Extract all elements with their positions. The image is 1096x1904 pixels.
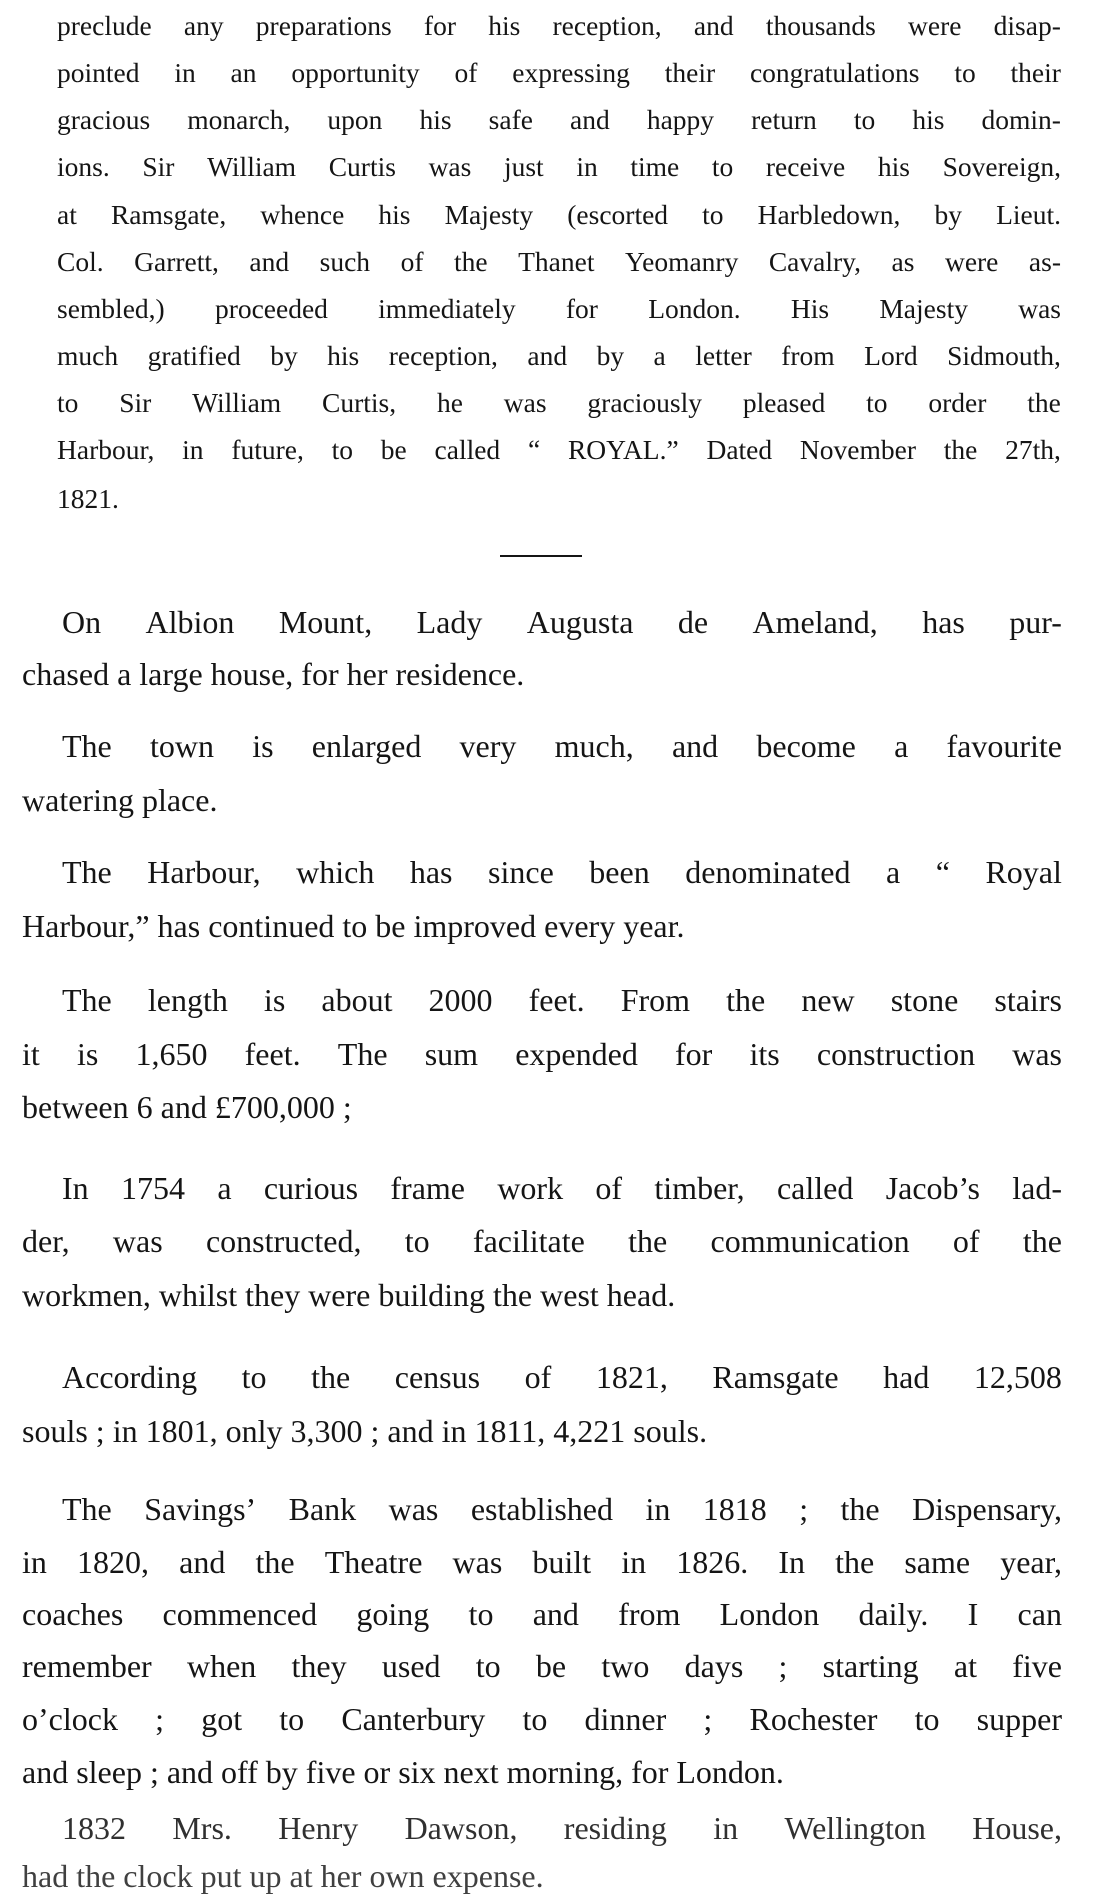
word: 1821, — [595, 1359, 668, 1395]
word: in — [645, 1491, 671, 1527]
word: de — [677, 604, 709, 640]
word: Mrs. — [172, 1810, 232, 1846]
text-line — [22, 1038, 1062, 1070]
text-line — [62, 1812, 1062, 1844]
word: by — [934, 199, 962, 230]
word: two — [601, 1648, 650, 1684]
word: immediately — [378, 293, 516, 324]
word: a — [894, 728, 909, 764]
word: 27th, — [1005, 434, 1061, 465]
text-line — [62, 856, 1062, 888]
text-line — [22, 1225, 1062, 1257]
word: which — [296, 854, 375, 890]
word: their — [664, 57, 716, 88]
word: enlarged — [311, 728, 422, 764]
word: in — [22, 1544, 47, 1580]
text-line — [22, 1415, 942, 1447]
word: According — [62, 1359, 198, 1395]
word: pur- — [1009, 604, 1062, 640]
word: commenced — [162, 1596, 318, 1632]
text-line — [62, 730, 1062, 762]
text-line — [22, 1091, 522, 1123]
word: starting — [822, 1648, 919, 1684]
word: pleased — [742, 387, 826, 418]
word: Ramsgate — [712, 1359, 839, 1395]
word: ; — [799, 1491, 809, 1527]
word: work — [497, 1170, 564, 1206]
word: established — [470, 1491, 613, 1527]
word: in — [713, 1810, 739, 1846]
text-line — [57, 153, 1061, 181]
word: Wellington — [784, 1810, 926, 1846]
line-text: chased a large house, for her residence. — [22, 656, 525, 692]
line-text: had the clock put up at her own expense. — [22, 1858, 544, 1894]
word: got — [201, 1701, 243, 1737]
text-line — [57, 248, 1061, 276]
word: he — [436, 387, 463, 418]
word: the — [1022, 1223, 1062, 1259]
word: constructed, — [205, 1223, 362, 1259]
text-line — [57, 436, 1061, 464]
text-line — [22, 658, 722, 690]
word: coaches — [22, 1596, 124, 1632]
word: remember — [22, 1648, 152, 1684]
word: the — [311, 1359, 351, 1395]
word: Savings’ — [144, 1491, 257, 1527]
word: graciously — [587, 387, 702, 418]
word: Mount, — [278, 604, 373, 640]
word: Curtis — [328, 151, 396, 182]
word: was — [452, 1544, 503, 1580]
word: London — [719, 1596, 820, 1632]
word: reception, — [388, 340, 498, 371]
word: I — [967, 1596, 979, 1632]
word: at — [57, 199, 77, 230]
word: from — [618, 1596, 681, 1632]
word: Albion — [145, 604, 235, 640]
word: it — [22, 1036, 40, 1072]
word: lad- — [1012, 1170, 1062, 1206]
text-line — [57, 389, 1061, 417]
word: a — [886, 854, 901, 890]
word: is — [76, 1036, 99, 1072]
word: were — [944, 246, 999, 277]
word: his — [419, 104, 452, 135]
word: Sovereign, — [942, 151, 1061, 182]
word: future, — [231, 434, 304, 465]
word: same — [904, 1544, 971, 1580]
word: the — [1027, 387, 1061, 418]
word: 1754 — [120, 1170, 185, 1206]
word: timber, — [654, 1170, 745, 1206]
word: (escorted — [567, 199, 669, 230]
word: by — [596, 340, 625, 371]
word: to — [522, 1701, 548, 1737]
word: the — [726, 982, 766, 1018]
word: length — [147, 982, 228, 1018]
text-line — [22, 1860, 822, 1892]
word: can — [1017, 1596, 1062, 1632]
word: proceeded — [214, 293, 328, 324]
word: from — [781, 340, 835, 371]
word: Canterbury — [341, 1701, 486, 1737]
section-divider — [500, 555, 582, 557]
word: return — [751, 104, 817, 135]
word: their — [1010, 57, 1061, 88]
word: His — [790, 293, 830, 324]
word: curious — [263, 1170, 359, 1206]
word: Harbour, — [147, 854, 261, 890]
word: about — [321, 982, 393, 1018]
word: built — [532, 1544, 592, 1580]
word: in — [621, 1544, 647, 1580]
word: denominated — [685, 854, 851, 890]
word: to — [404, 1223, 430, 1259]
word: facilitate — [472, 1223, 585, 1259]
word: to — [702, 199, 724, 230]
word: to — [866, 387, 888, 418]
word: daily. — [858, 1596, 929, 1632]
text-line — [57, 12, 1061, 40]
word: feet. — [244, 1036, 301, 1072]
word: Ameland, — [752, 604, 878, 640]
word: The — [62, 728, 112, 764]
word: stairs — [994, 982, 1062, 1018]
word: The — [62, 854, 112, 890]
word: 2000 — [428, 982, 493, 1018]
text-line — [22, 1546, 1062, 1578]
word: of — [524, 1359, 552, 1395]
word: as — [891, 246, 915, 277]
word: ROYAL.” — [567, 434, 679, 465]
text-line — [62, 984, 1062, 1016]
word: pointed — [57, 57, 140, 88]
text-line — [57, 485, 157, 513]
word: was — [388, 1491, 439, 1527]
word: in — [576, 151, 598, 182]
text-line — [62, 1361, 1062, 1393]
word: was — [1018, 293, 1061, 324]
word: stone — [890, 982, 959, 1018]
word: sembled,) — [57, 293, 165, 324]
word: opportunity — [291, 57, 420, 88]
word: letter — [695, 340, 752, 371]
word: Cavalry, — [768, 246, 861, 277]
word: is — [252, 728, 274, 764]
word: to — [468, 1596, 494, 1632]
word: favourite — [946, 728, 1062, 764]
word: just — [503, 151, 544, 182]
text-line — [22, 1598, 1062, 1630]
word: its — [749, 1036, 780, 1072]
word: 12,508 — [973, 1359, 1062, 1395]
word: construction — [816, 1036, 976, 1072]
word: his — [877, 151, 910, 182]
word: for — [423, 10, 456, 41]
word: and — [693, 10, 734, 41]
word: Col. — [57, 246, 104, 277]
word: The — [62, 982, 112, 1018]
word: been — [589, 854, 650, 890]
word: ; — [778, 1648, 788, 1684]
word: a — [217, 1170, 232, 1206]
word: gratified — [147, 340, 241, 371]
word: Dispensary, — [912, 1491, 1062, 1527]
word: safe — [488, 104, 533, 135]
word: of — [952, 1223, 980, 1259]
word: for — [565, 293, 598, 324]
word: London. — [648, 293, 741, 324]
word: Sidmouth, — [947, 340, 1061, 371]
word: congratulations — [749, 57, 920, 88]
word: by — [270, 340, 298, 371]
word: In — [778, 1544, 805, 1580]
word: as- — [1028, 246, 1061, 277]
word: residing — [563, 1810, 667, 1846]
word: Augusta — [526, 604, 634, 640]
word: domin- — [981, 104, 1061, 135]
word: and — [671, 728, 719, 764]
word: frame — [390, 1170, 465, 1206]
word: supper — [976, 1701, 1062, 1737]
word: Dated — [706, 434, 773, 465]
word: Majesty — [444, 199, 534, 230]
word: Royal — [985, 854, 1062, 890]
line-text: 1821. — [57, 483, 119, 514]
word: his — [378, 199, 411, 230]
word: Bank — [288, 1491, 357, 1527]
word: monarch, — [187, 104, 291, 135]
word: used — [381, 1648, 441, 1684]
word: Curtis, — [322, 387, 397, 418]
word: order — [928, 387, 987, 418]
word: Lieut. — [996, 199, 1061, 230]
word: at — [953, 1648, 977, 1684]
word: census — [394, 1359, 481, 1395]
word: Lord — [864, 340, 918, 371]
word: ; — [703, 1701, 713, 1737]
word: ions. — [57, 151, 110, 182]
word: Henry — [278, 1810, 359, 1846]
text-line — [22, 1279, 922, 1311]
word: the — [943, 434, 978, 465]
word: the — [255, 1544, 295, 1580]
text-line — [62, 606, 1062, 638]
word: gracious — [57, 104, 151, 135]
text-line — [22, 784, 322, 816]
word: for — [674, 1036, 713, 1072]
word: much — [57, 340, 119, 371]
word: “ — [527, 434, 541, 465]
word: year, — [1000, 1544, 1062, 1580]
word: Yeomanry — [625, 246, 739, 277]
word: such — [319, 246, 371, 277]
word: thousands — [765, 10, 876, 41]
word: in — [182, 434, 204, 465]
word: 1820, — [77, 1544, 150, 1580]
word: Dawson, — [404, 1810, 518, 1846]
word: days — [684, 1648, 744, 1684]
word: Rochester — [749, 1701, 878, 1737]
word: has — [922, 604, 965, 640]
word: of — [400, 246, 424, 277]
text-line — [57, 342, 1061, 370]
line-text: and sleep ; and off by five or six next morning, for London. — [22, 1754, 784, 1790]
word: receive — [765, 151, 846, 182]
word: was — [503, 387, 547, 418]
word: upon — [327, 104, 383, 135]
word: 1818 — [702, 1491, 767, 1527]
line-text: watering place. — [22, 782, 218, 818]
word: Jacob’s — [885, 1170, 980, 1206]
word: reception, — [552, 10, 662, 41]
word: William — [192, 387, 282, 418]
text-line — [57, 106, 1061, 134]
word: Sir — [142, 151, 175, 182]
word: to — [475, 1648, 501, 1684]
word: his — [912, 104, 945, 135]
word: has — [409, 854, 453, 890]
word: dinner — [584, 1701, 667, 1737]
text-line — [22, 1650, 1062, 1682]
word: called — [776, 1170, 854, 1206]
word: 1,650 — [135, 1036, 208, 1072]
word: time — [630, 151, 680, 182]
word: disap- — [993, 10, 1061, 41]
word: ; — [155, 1701, 165, 1737]
word: the — [454, 246, 488, 277]
word: were — [908, 10, 962, 41]
word: November — [799, 434, 916, 465]
word: an — [230, 57, 257, 88]
word: The — [62, 1491, 112, 1527]
word: der, — [22, 1223, 70, 1259]
word: From — [620, 982, 691, 1018]
word: sum — [424, 1036, 479, 1072]
line-text: souls ; in 1801, only 3,300 ; and in 1811, 4,221 souls. — [22, 1413, 708, 1449]
word: Sir — [119, 387, 152, 418]
word: was — [428, 151, 472, 182]
word: Harbour, — [57, 434, 155, 465]
word: was — [1012, 1036, 1062, 1072]
word: Thanet — [518, 246, 595, 277]
word: any — [183, 10, 224, 41]
word: they — [291, 1648, 347, 1684]
word: since — [488, 854, 554, 890]
word: called — [434, 434, 501, 465]
text-line — [57, 295, 1061, 323]
word: be — [380, 434, 407, 465]
word: in — [174, 57, 196, 88]
word: Lady — [416, 604, 483, 640]
word: town — [149, 728, 214, 764]
word: In — [62, 1170, 89, 1206]
word: 1832 — [62, 1810, 126, 1846]
word: communication — [710, 1223, 910, 1259]
text-line — [22, 1703, 1062, 1735]
text-line — [22, 1756, 1062, 1788]
word: the — [628, 1223, 668, 1259]
text-line — [62, 1172, 1062, 1204]
word: is — [263, 982, 286, 1018]
line-text: Harbour,” has continued to be improved every year. — [22, 908, 685, 944]
word: new — [801, 982, 855, 1018]
word: going — [356, 1596, 430, 1632]
word: had — [883, 1359, 930, 1395]
word: to — [279, 1701, 305, 1737]
word: become — [756, 728, 856, 764]
word: and — [179, 1544, 226, 1580]
word: much, — [554, 728, 634, 764]
word: Harbledown, — [757, 199, 901, 230]
word: William — [207, 151, 297, 182]
text-line — [57, 201, 1061, 229]
word: preparations — [255, 10, 392, 41]
word: and — [249, 246, 290, 277]
word: of — [454, 57, 478, 88]
word: his — [327, 340, 360, 371]
word: the — [835, 1544, 875, 1580]
word: whence — [260, 199, 345, 230]
word: The — [337, 1036, 388, 1072]
line-text: workmen, whilst they were building the west head. — [22, 1277, 676, 1313]
word: feet. — [528, 982, 585, 1018]
word: happy — [646, 104, 715, 135]
word: be — [535, 1648, 567, 1684]
word: the — [840, 1491, 880, 1527]
word: when — [186, 1648, 257, 1684]
text-line — [62, 1493, 1062, 1525]
text-line — [57, 59, 1061, 87]
word: 1826. — [676, 1544, 749, 1580]
word: o’clock — [22, 1701, 118, 1737]
word: On — [62, 604, 102, 640]
word: his — [488, 10, 521, 41]
word: of — [595, 1170, 623, 1206]
word: to — [241, 1359, 267, 1395]
word: Theatre — [324, 1544, 423, 1580]
word: Majesty — [879, 293, 968, 324]
word: preclude — [57, 10, 152, 41]
text-line — [22, 910, 922, 942]
word: to — [954, 57, 976, 88]
word: to — [914, 1701, 940, 1737]
word: expended — [515, 1036, 638, 1072]
word: very — [459, 728, 517, 764]
word: Ramsgate, — [110, 199, 227, 230]
word: House, — [972, 1810, 1062, 1846]
line-text: between 6 and £700,000 ; — [22, 1089, 352, 1125]
word: expressing — [512, 57, 630, 88]
word: and — [532, 1596, 579, 1632]
word: to — [331, 434, 354, 465]
word: was — [112, 1223, 163, 1259]
word: to — [57, 387, 79, 418]
word: and — [570, 104, 610, 135]
word: to — [853, 104, 876, 135]
word: a — [653, 340, 666, 371]
word: “ — [935, 854, 950, 890]
word: five — [1012, 1648, 1062, 1684]
word: Garrett, — [134, 246, 219, 277]
word: to — [711, 151, 734, 182]
word: and — [527, 340, 568, 371]
